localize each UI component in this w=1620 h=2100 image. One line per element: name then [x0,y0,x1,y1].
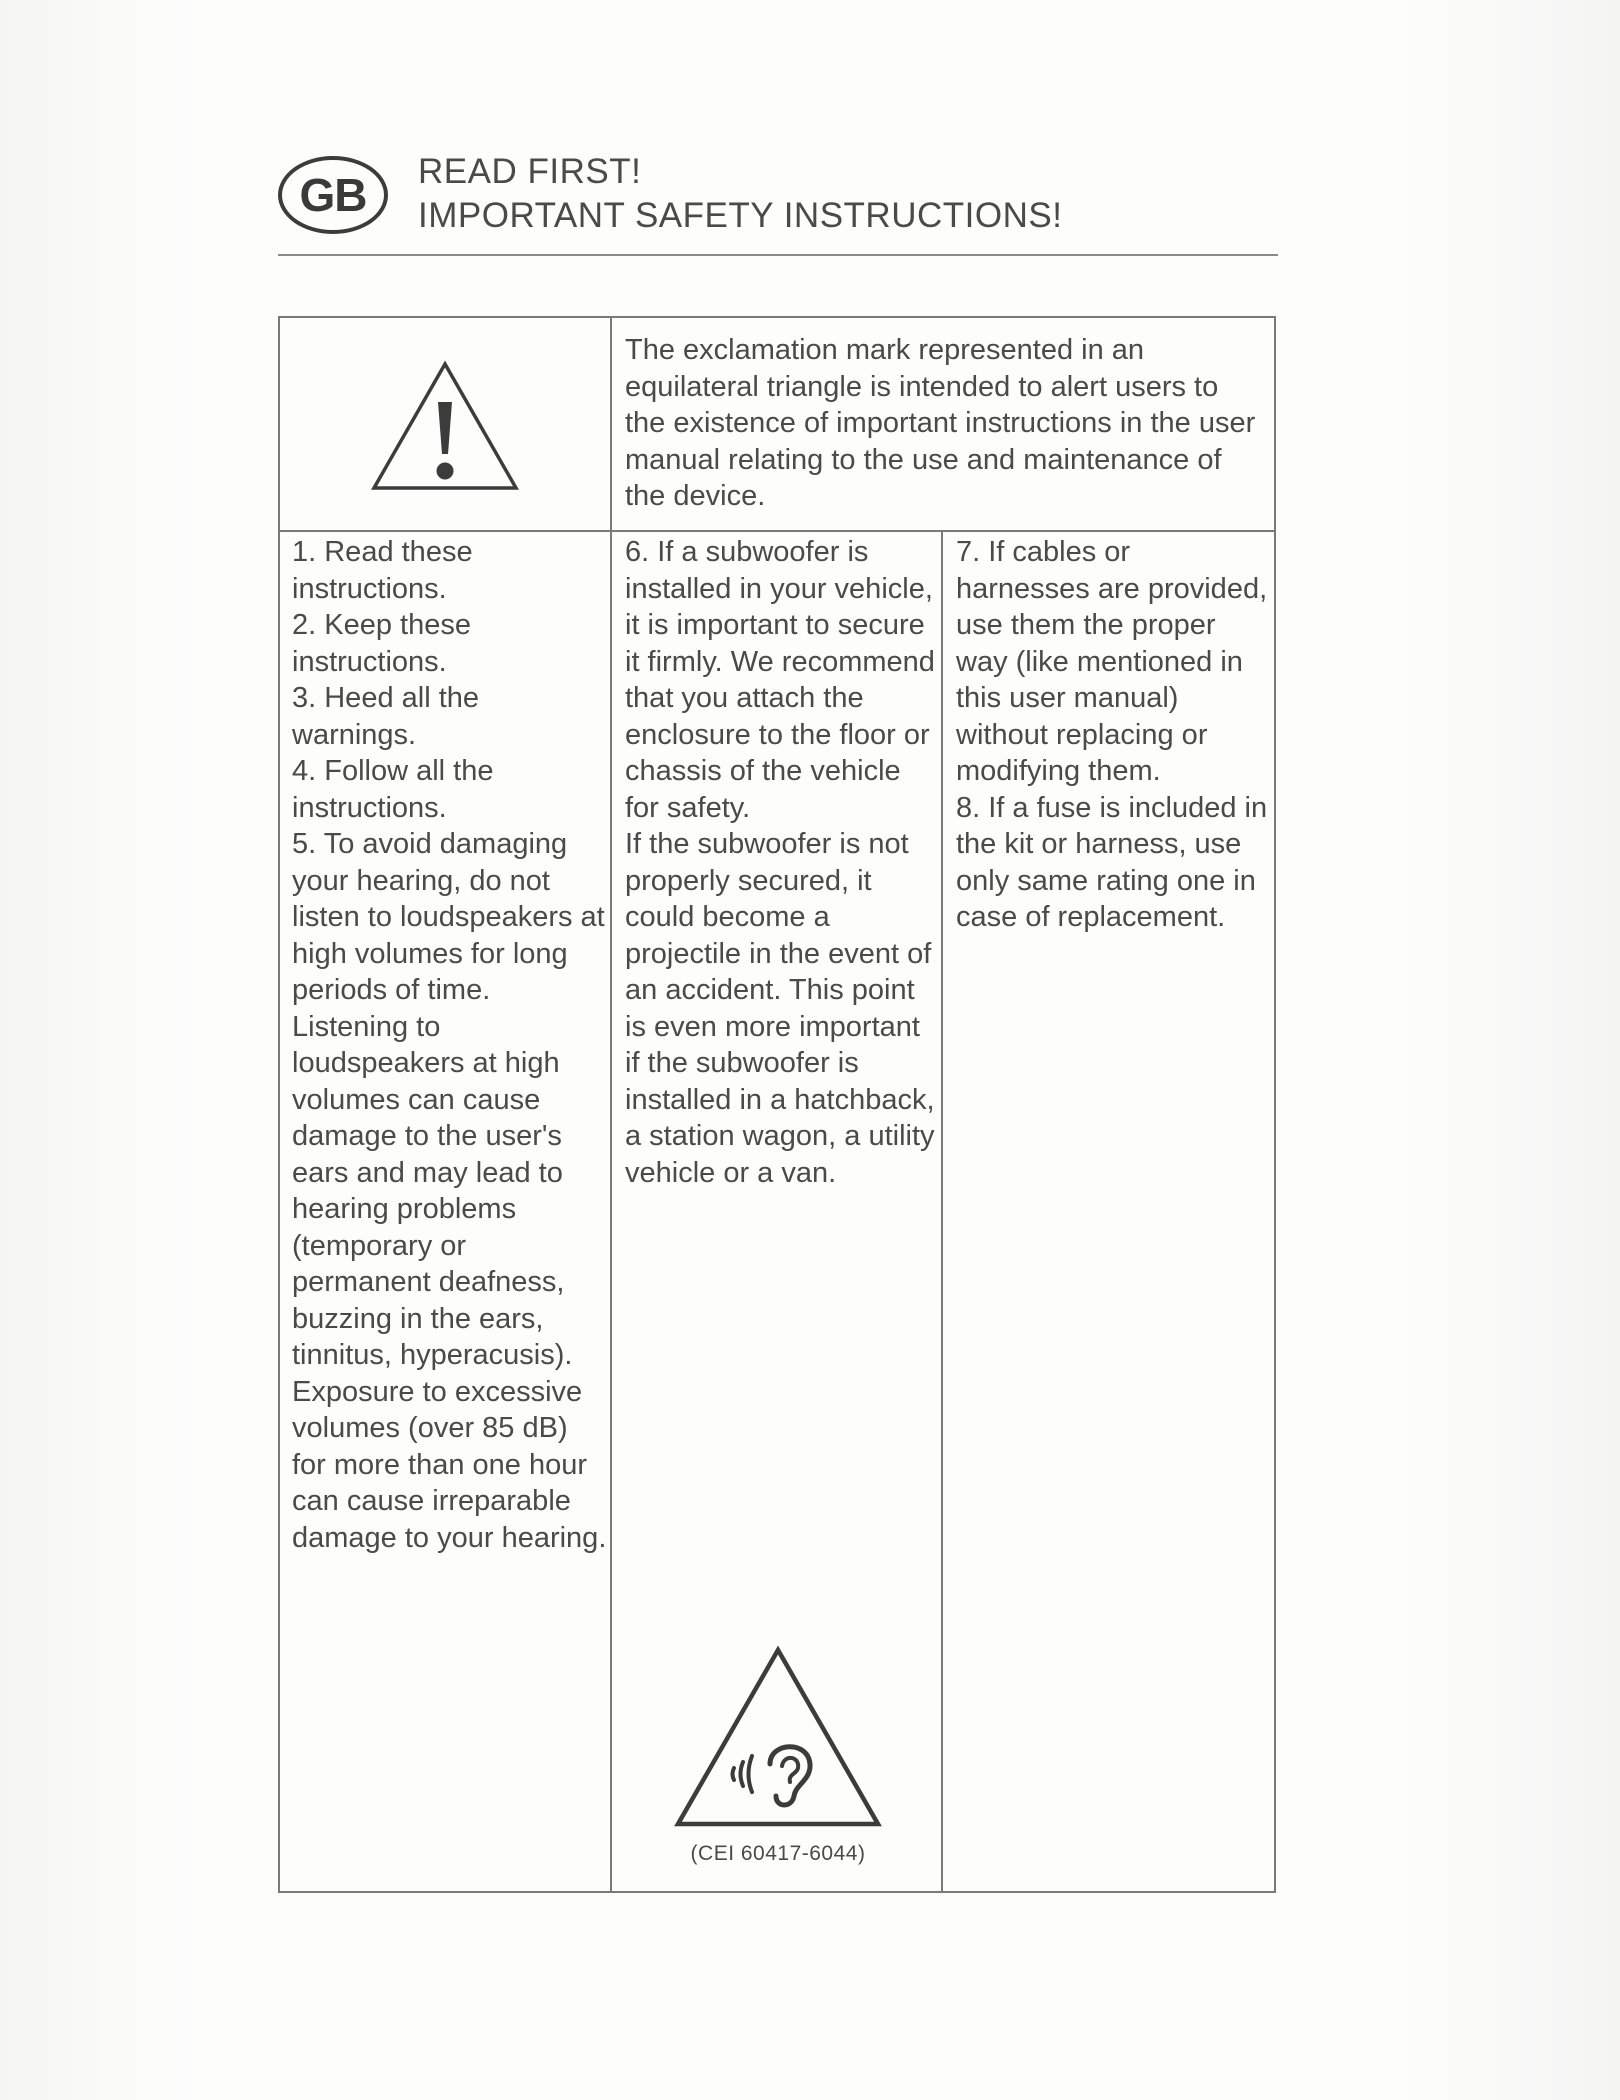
instruction-item-4: 4. Follow all the instructions. [292,755,494,824]
warning-symbol-description: The exclamation mark represented in an equilateral triangle is intended to alert users to the existence of important instructions in the user manual relating to the use and maintenance of the device. [625,334,1256,512]
title-line-2: IMPORTANT SAFETY INSTRUCTIONS! [418,196,1063,235]
language-badge: GB [278,156,388,234]
instruction-item-1: 1. Read these instructions. [292,536,473,605]
table-divider-h1 [280,530,1274,532]
scan-edge-left [0,0,210,2100]
instructions-column-3 [956,534,1268,936]
instruction-item-3: 3. Heed all the warnings. [292,682,480,751]
instruction-item-5: 5. To avoid damaging your hearing, do not listen to loudspeakers at high volumes for long periods of time. Listening to loudspeakers at high volumes can cause damage to the user's ears and may lead to hearing problems (temporary or permanent deafness, buzzing in the ears, tinnitus, hyperacusis). Exposure to excessive volumes (over 85 dB) for more than one hour can cause irreparable damage to your hearing. [292,828,607,1554]
instruction-item-8: 8. If a fuse is included in the kit or harness, use only same rating one in case of replacement. [956,791,1268,933]
ear-warning-triangle-icon [672,1644,884,1830]
instruction-item-6-continued: If the subwoofer is not properly secured, it could become a projectile in the event of an accident. This point is even more important if the subwoofer is installed in a hatchback, a station wagon, a utility vehicle or a van. [625,828,935,1189]
safety-table [278,316,1276,1893]
table-divider-v1 [610,318,612,1891]
exclamation-triangle-icon [370,360,520,492]
page-header [278,152,1278,242]
table-divider-v2 [941,530,943,1891]
iec-standard-label: (CEI 60417-6044) [690,1842,866,1865]
instructions-column-1 [292,534,608,1556]
title-line-1: READ FIRST! [418,152,642,191]
instructions-column-2 [625,534,941,1191]
scan-edge-right [1400,0,1620,2100]
header-divider [278,254,1278,256]
instruction-item-6: 6. If a subwoofer is installed in your vehicle, it is important to secure it firmly. We recommend that you attach the enclosure to the floor or chassis of the vehicle for safety. [625,536,935,824]
instruction-item-2: 2. Keep these instructions. [292,609,471,678]
instruction-item-7: 7. If cables or harnesses are provided, use them the proper way (like mentioned in this user manual) without replacing or modifying them. [956,536,1268,787]
